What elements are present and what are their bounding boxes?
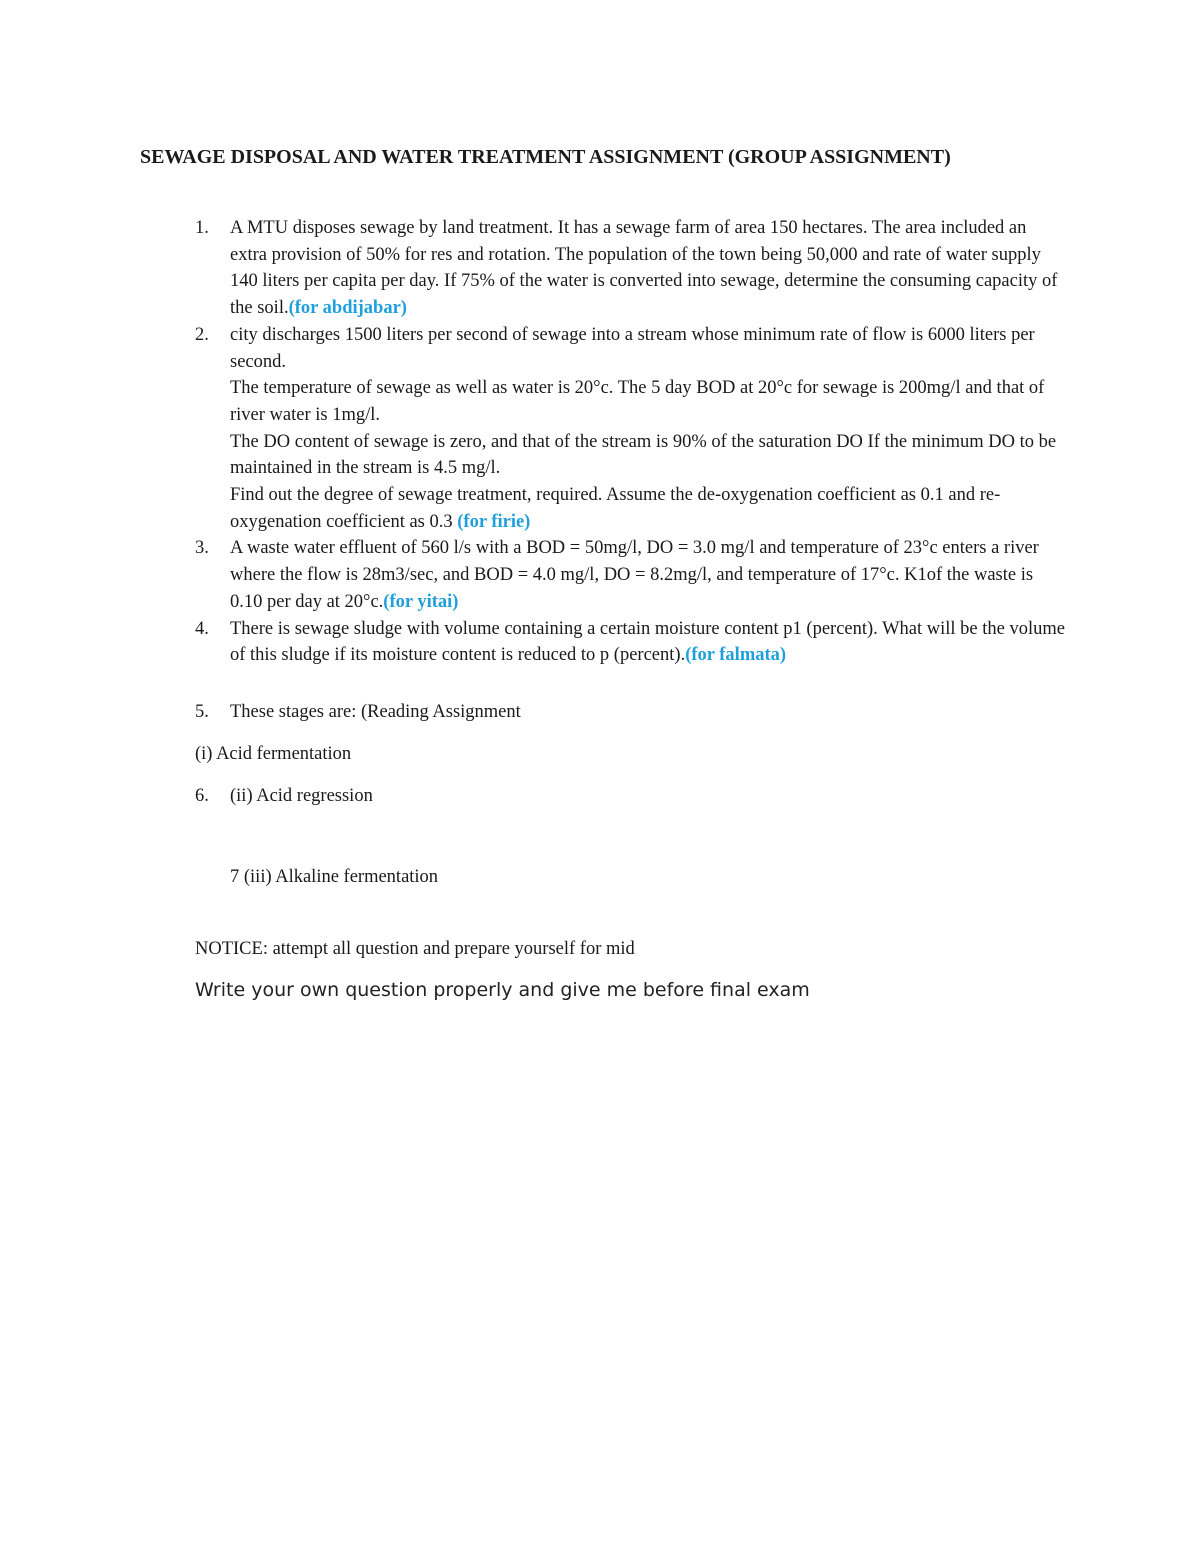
stage-i: (i) Acid fermentation bbox=[195, 744, 352, 764]
question-number: 5. bbox=[195, 702, 209, 722]
question-number: 1. bbox=[195, 218, 209, 238]
assignee-label: (for falmata) bbox=[685, 645, 787, 666]
question-number: 3. bbox=[195, 538, 209, 559]
footer-instruction: Write your own question properly and give me before final exam bbox=[195, 979, 810, 1001]
notice-text: NOTICE: attempt all question and prepare yourself for mid bbox=[195, 939, 635, 959]
question-number: 4. bbox=[195, 618, 209, 639]
question-text: (ii) Acid regression bbox=[230, 786, 373, 806]
question-number: 6. bbox=[195, 786, 209, 806]
question-2 bbox=[195, 322, 1065, 536]
assignee-label: (for abdijabar) bbox=[288, 298, 407, 319]
question-5 bbox=[195, 699, 521, 725]
question-number: 2. bbox=[195, 324, 209, 345]
question-1 bbox=[195, 215, 1065, 322]
question-text: These stages are: (Reading Assignment bbox=[230, 702, 521, 722]
question-paragraph: Find out the degree of sewage treatment, required. Assume the de-oxygenation coefficient as 0.1 and re-oxygenation coefficient as 0.3 bbox=[230, 485, 1001, 532]
document-title: SEWAGE DISPOSAL AND WATER TREATMENT ASSIGNMENT (GROUP ASSIGNMENT) bbox=[140, 146, 951, 168]
question-paragraph: The temperature of sewage as well as water is 20°c. The 5 day BOD at 20°c for sewage is 200mg/l and that of river water is 1mg/l. bbox=[230, 378, 1045, 425]
question-3 bbox=[195, 535, 1065, 615]
question-text: There is sewage sludge with volume containing a certain moisture content p1 (percent). What will be the volume of this sludge if its moisture content is reduced to p (percent). bbox=[230, 618, 1065, 666]
question-4 bbox=[195, 616, 1065, 669]
assignee-label: (for yitai) bbox=[383, 591, 459, 612]
question-paragraph: The DO content of sewage is zero, and that of the stream is 90% of the saturation DO If the minimum DO to be maintained in the stream is 4.5 mg/l. bbox=[230, 431, 1057, 479]
stage-iii: 7 (iii) Alkaline fermentation bbox=[230, 867, 439, 887]
assignee-label: (for firie) bbox=[452, 511, 531, 532]
question-6 bbox=[195, 783, 373, 809]
question-list bbox=[195, 215, 1065, 669]
question-text: A waste water effluent of 560 l/s with a BOD = 50mg/l, DO = 3.0 mg/l and temperature of 23°c enters a river where the flow is 28m3/sec, and BOD = 4.0 mg/l, DO = 8.2mg/l, and temperature of 17°c. K1of the waste is 0.10 per day at 20°c. bbox=[230, 538, 1039, 612]
question-paragraph: city discharges 1500 liters per second of sewage into a stream whose minimum rate of flow is 6000 liters per second. bbox=[230, 324, 1035, 372]
question-text: A MTU disposes sewage by land treatment. It has a sewage farm of area 150 hectares. The area included an extra provision of 50% for res and rotation. The population of the town being 50,000 and rate of water supply 140 liters per capita per day. If 75% of the water is converted into sewage, determine the consuming capacity of the soil. bbox=[230, 218, 1058, 319]
